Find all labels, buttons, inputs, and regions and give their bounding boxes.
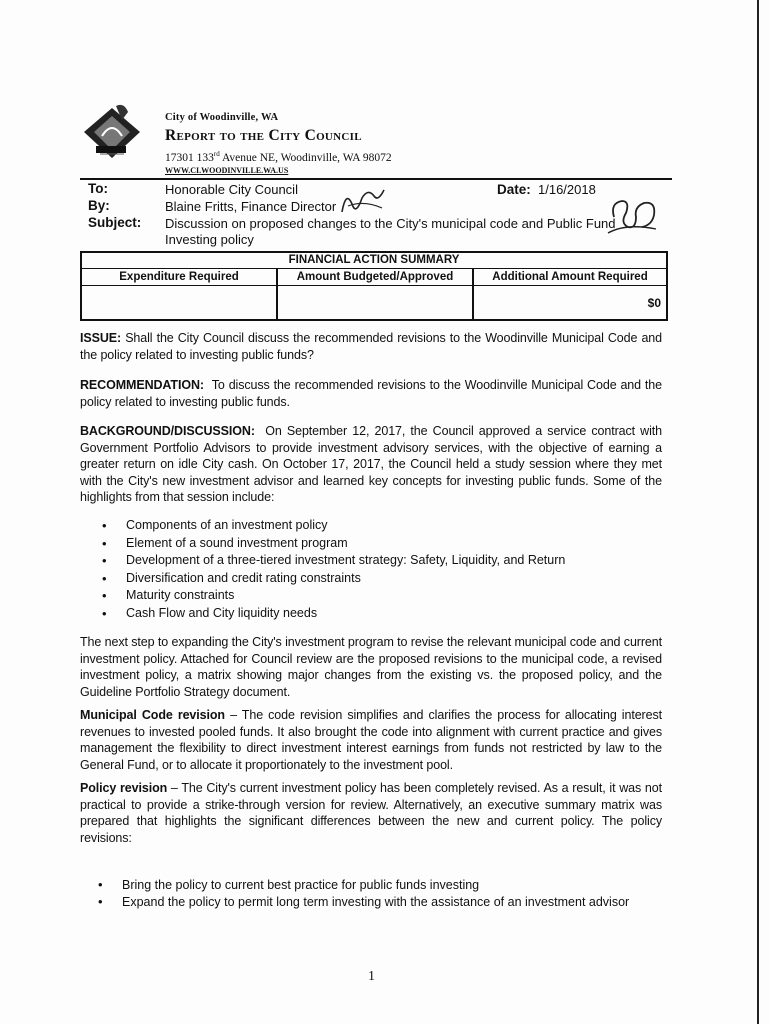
- handwritten-initials-mark-2: [606, 193, 662, 239]
- column-value: [278, 286, 472, 320]
- table-column: [278, 269, 474, 321]
- city-seal-logo: [80, 102, 144, 164]
- code-revision-paragraph: Municipal Code revision – The code revision simplifies and clarifies the process for allocating interest revenues to invested pooled funds. It also brought the code into alignment with current practice and gives management the flexibility to direct investment interest earnings from funds not restricted by law to the General Fund, or to allocate it proportionately to the investment pool.: [80, 708, 662, 772]
- policy-revisions-list: [98, 877, 658, 910]
- list-item: • Element of a sound investment program: [102, 535, 565, 553]
- to-label: To:: [88, 181, 108, 196]
- page-number: 1: [368, 969, 375, 984]
- table-column: [82, 269, 278, 321]
- list-item: • Cash Flow and City liquidity needs: [102, 605, 565, 623]
- issue-paragraph: ISSUE: Shall the City Council discuss the recommended revisions to the Woodinville Municipal Code and the policy related to investing public funds?: [80, 331, 663, 362]
- city-name: City of Woodinville, WA: [165, 112, 279, 123]
- policy-revision-paragraph: Policy revision – The City's current investment policy has been completely revised. As a result, it was not practical to provide a strike-through version for review. Alternatively, an executive summary matrix was prepared that highlights the significant differences between the new and current policy. The policy revisions:: [80, 781, 663, 845]
- table-title: FINANCIAL ACTION SUMMARY: [82, 253, 666, 269]
- city-website-link[interactable]: WWW.CI.WOODINVILLE.WA.US: [165, 166, 289, 175]
- financial-action-summary-table: [80, 251, 668, 321]
- list-item: • Diversification and credit rating constraints: [102, 570, 565, 588]
- by-label: By:: [88, 198, 110, 213]
- next-step-paragraph: The next step to expanding the City's investment program to revise the relevant municipal code and current investment policy. Attached for Council review are the proposed revisions to the municipal code, a revised investment policy, a matrix showing major changes from the existing vs. the proposed policy, and the Guideline Portfolio Strategy document.: [80, 635, 662, 699]
- column-value: $0: [647, 296, 661, 310]
- column-header: Additional Amount Required: [474, 269, 666, 286]
- background-paragraph: BACKGROUND/DISCUSSION: On September 12, 2017, the Council approved a service contract with Government Portfolio Advisors to provide investment advisory services, with the objective of earning a greater return on idle City cash. On October 17, 2017, the Council held a study session where they met with the City's new investment advisor and learned key concepts for investing public funds. Some of the highlights from that session include:: [80, 424, 663, 505]
- list-item: • Expand the policy to permit long term investing with the assistance of an investment advisor: [98, 894, 658, 911]
- list-item: • Bring the policy to current best practice for public funds investing: [98, 877, 658, 894]
- highlights-list: [102, 517, 565, 623]
- handwritten-initials-mark: [338, 186, 388, 218]
- list-item: • Maturity constraints: [102, 587, 565, 605]
- recommendation-paragraph: RECOMMENDATION: To discuss the recommended revisions to the Woodinville Municipal Code and the policy related to investing public funds.: [80, 378, 662, 409]
- column-value: [82, 286, 276, 320]
- report-title: Report to the City Council: [165, 127, 362, 144]
- column-header: Amount Budgeted/Approved: [278, 269, 472, 286]
- page-edge-line: [757, 0, 759, 1024]
- subject-line-2: Investing policy: [165, 232, 254, 247]
- list-item: • Components of an investment policy: [102, 517, 565, 535]
- city-address: 17301 133rd Avenue NE, Woodinville, WA 98072: [165, 150, 392, 164]
- subject-line-1: Discussion on proposed changes to the City's municipal code and Public Fund: [165, 216, 616, 231]
- subject-label: Subject:: [88, 215, 142, 230]
- header-rule: [80, 178, 672, 180]
- list-item: • Development of a three-tiered investment strategy: Safety, Liquidity, and Return: [102, 552, 565, 570]
- by-value: Blaine Fritts, Finance Director: [165, 199, 337, 214]
- date-field: Date: 1/16/2018: [497, 182, 596, 197]
- table-column: [474, 269, 666, 321]
- to-value: Honorable City Council: [165, 182, 298, 197]
- column-header: Expenditure Required: [82, 269, 276, 286]
